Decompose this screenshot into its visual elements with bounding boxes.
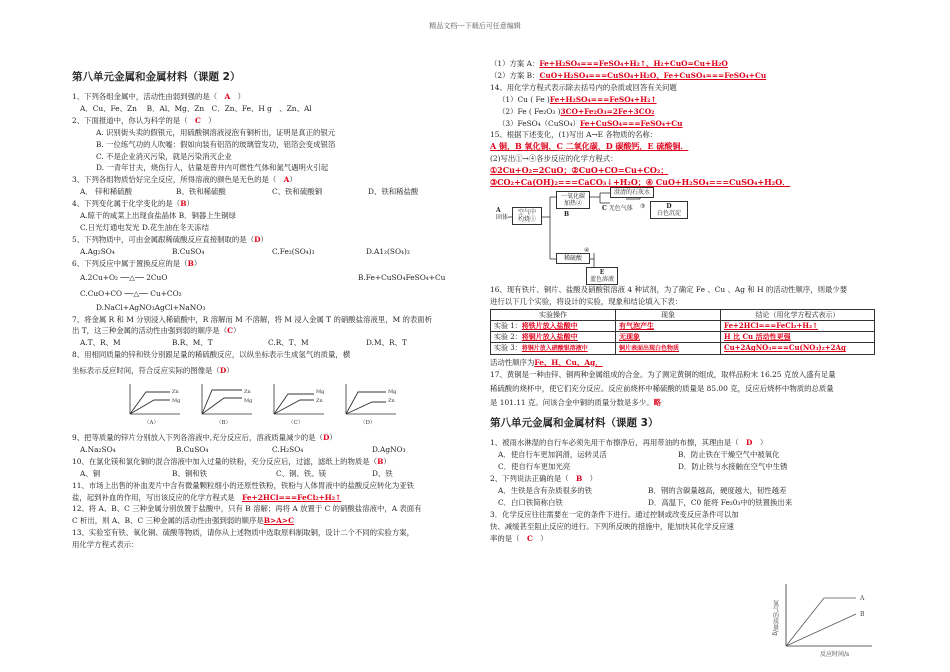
question-15-eq-3-4: ③CO₂+Ca(OH)₂===CaCO₃↓+H₂O；④ CuO+H₂SO₄===CuSO₄+H₂O． xyxy=(490,177,791,188)
flow-box-lime: 澄清的石灰水 xyxy=(610,187,654,198)
question-9: 9、把等质量的锌片分别放入下列各溶液中,充分反应后，溶液质量减少的是（D） xyxy=(72,433,337,443)
question-14-2: （2）Fe ( Fe₂O₃ )3CO+Fe₂O₃=2Fe+3CO₂ xyxy=(498,106,655,116)
question-2-option-c: C. 不是企业消灭污染，就是污染消灭企业 xyxy=(96,151,232,161)
question-11-line-1: 11、市场上出售的补血麦片中含有微量颗粒细小的还原性铁粉，铁粉与人体胃液中的盐酸反应转化为亚铁 xyxy=(72,480,414,490)
q8-graph-label: （B） xyxy=(216,420,232,427)
question-15: 15、根据下述变化，(1)写出 A→E 各物质的名称： xyxy=(490,130,658,140)
q8-curve-label: Zn xyxy=(316,398,323,405)
question-14: 14、用化学方程式表示除去括号内的杂质或回答有关问题 xyxy=(490,82,677,92)
q8-curve xyxy=(274,400,314,414)
q8-graph-label: （A） xyxy=(144,420,159,427)
table-cell: 铜片表面出现白色物质 xyxy=(616,342,721,354)
plan-b: （2）方案 B：CuO+H₂SO₄===CuSO₄+H₂O、Fe+CuSO₄===FeSO₄+Cu xyxy=(490,70,767,80)
q8-curve-label: Mg xyxy=(388,389,397,396)
flow-label-a: A 固体 xyxy=(496,206,509,221)
q8-graph xyxy=(198,380,256,426)
question-16-line-2: 进行以下几个实验，将设计的实验，现象和结论填入下表： xyxy=(490,296,683,306)
question-7-options: A.T、R、M B.R、M、T C.R、T、M D.M、R、T xyxy=(80,338,407,348)
question-11-line-2: 盐，起到补血的作用，写出该反应的化学方程式是 Fe+2HCl===FeCl₂+H₂↑ xyxy=(72,492,342,502)
question-14-3: （3）FeSO₄（CuSO₄）Fe+CuSO₄===FeSO₄+Cu xyxy=(498,118,683,128)
question-6-ab: A.2Cu+O₂ ──△── 2CuO B.Fe+CuSO₄FeSO₄+Cu xyxy=(80,272,446,282)
p3-question-2-ab: A．生铁是含有杂质很多的铁 B．钢的含碳量越高，硬度越大，韧性越差 xyxy=(498,486,787,496)
question-6-d: D.NaCl+AgNO₃AgCl+NaNO₃ xyxy=(96,302,206,312)
question-3: 3、下列各组物质恰好完全反应，所得溶液的颜色是无色的是（ A） xyxy=(72,175,297,185)
flow-label-step4: ④ xyxy=(584,246,590,254)
question-1: 1、下列各组金属中，活动性由弱到强的是（ A ） xyxy=(72,92,246,101)
p3-question-1-cd: C．使自行车更加光亮 D．防止铁与水接触在空气中生锈 xyxy=(498,462,788,472)
p3-question-1: 1、被雨水淋湿的自行车必须先用干布擦净后，再用带油的布擦，其理由是（ D ） xyxy=(490,438,768,448)
experiment-table xyxy=(490,309,875,355)
p3-question-3-line-2: 快、减缓甚至阻止反应的进行。下列所反映的措施中，能加快其化学反应速 xyxy=(490,521,734,531)
table-cell: 实验 2：将铜片放入盐酸中 xyxy=(491,331,616,342)
p3-question-3-line-1: 3．化学反应往往需要在一定的条件下进行。通过控制或改变反应条件可以加 xyxy=(490,509,739,519)
question-17-line-3: 是 101.11 克。问该合金中铜的质量分数是多少。略 xyxy=(490,397,661,407)
table-cell: 有气泡产生 xyxy=(616,320,721,331)
table-cell: Cu+2AgNO₃===Cu(NO₃)₂+2Ag xyxy=(721,342,875,354)
rate-graph-ylabel: 氢气的质量/g xyxy=(772,600,779,636)
table-header-cell: 实验操作 xyxy=(491,309,616,320)
hydrogen-rate-graph xyxy=(772,580,882,658)
table-cell: H 比 Cu 活动性更强 xyxy=(721,331,875,342)
activity-order: 活动性顺序为Fe、H、Cu、Ag． xyxy=(490,357,603,367)
q8-curve xyxy=(346,392,386,414)
q8-graph-label: （D） xyxy=(360,420,376,427)
q8-graph xyxy=(342,380,400,426)
question-5-options: A.Ag₂SO₄ B.CuSO₄ C.Fe₂(SO₄)₃ D.A1₂(SO₄)₃ xyxy=(80,246,410,256)
q8-curve-label: Mg xyxy=(244,398,253,405)
right-column xyxy=(490,58,885,545)
question-10-options: A、铜 B、铜和铁 C、铜、铁、镁 D、铁 xyxy=(80,468,393,478)
question-8-line-2: 坐标表示反应时间，符合反应实际的图像是（D） xyxy=(72,366,234,376)
question-4-line-2: C.日光灯通电发光 D.花生油在冬天冻结 xyxy=(80,222,209,232)
question-2-option-b: B. 一位练气功的人吹嘘：假如向装有铝箔的玻璃管发功，铝箔会变成银箔 xyxy=(96,139,336,149)
table-row xyxy=(491,320,875,331)
question-13-line-1: 13、实验室有铁、氧化铜、硫酸等物质，请你从上述物质中选取原料制取铜，设计二个不同的实验方案， xyxy=(72,528,414,538)
table-cell: 实验 3：将铜片放入硝酸银溶液中 xyxy=(491,342,616,354)
table-cell: 实验 1：将铁片放入盐酸中 xyxy=(491,320,616,331)
table-header-cell: 结论（用化学方程式表示） xyxy=(721,309,875,320)
table-row xyxy=(491,331,875,342)
question-15-sub: (2)写出①→④各步反应的化学方程式： xyxy=(490,154,618,164)
p3-question-2-cd: C．白口铁简称白铁 D．高温下，C0 能将 Fe₂0₃中的铁置换出来 xyxy=(498,497,793,507)
question-8-line-1: 8、用相同质量的锌和铁分别跟足量的稀硫酸反应，以纵坐标表示生成氢气的质量，横 xyxy=(72,350,351,360)
q8-curve xyxy=(130,400,170,414)
question-16-line-1: 16、现有铁片、铜片、盐酸及硝酸银溶液 4 种试剂，为了确定 Fe 、Cu 、Ag 和 H 的活动性顺序，则最少要 xyxy=(490,284,848,294)
question-7-line-1: 7、将金属 R 和 M 分别浸入稀硫酸中，R 溶解而 M 不溶解，将 M 浸入金属 T 的硝酸盐溶液里，M 的表面析 xyxy=(72,314,433,324)
rate-graph-xlabel: 反应时间/s xyxy=(820,651,850,658)
table-header-row xyxy=(491,309,875,320)
question-15-eq-1-2: ①2Cu+O₂=2CuO；②CuO+CO=Cu+CO₂； xyxy=(490,165,669,176)
flow-box-d: D 白色沉淀 xyxy=(650,201,688,219)
flow-box-acid: 稀硫酸 xyxy=(556,253,590,264)
question-2-option-a: A. 识别街头卖的假银元，用硫酸铜溶液浸泡有铜析出，证明是真正的银元 xyxy=(96,127,336,137)
question-4-line-1: A.晾干的咸菜上出现食盐晶体 B．铜器上生铜绿 xyxy=(80,211,236,221)
section-title-2: 第八单元金属和金属材料（课题 2） xyxy=(72,71,241,83)
p3-question-1-ab: A．使自行车更加润滑，运转灵活 B．防止铁在干燥空气中被氧化 xyxy=(498,450,780,460)
question-6-c: C.CuO+CO ──△── Cu+CO₂ xyxy=(80,288,182,298)
question-12-line-2: C 析出，则 A、B、C 三种金属的活动性由强到弱的顺序是B>A>C xyxy=(72,516,294,526)
q8-graph xyxy=(126,380,184,426)
q8-curve-label: Zn xyxy=(244,389,251,396)
page-header: 精品文档---下载后可任意编辑 xyxy=(429,22,521,30)
section-title-3: 第八单元金属和金属材料（课题 3） xyxy=(490,417,659,430)
question-3-options: A． 锌和稀硫酸 B、铁和稀硫酸 C、铁和硫酸铜 D、铁和稀盐酸 xyxy=(80,187,419,197)
flow-box-air: 空气中 灼烧① xyxy=(512,207,542,225)
question-2-option-d: D. 一青年甘夫，烧伤行人，估量是曾井内可燃性气体和氮气遇明火引起 xyxy=(96,163,329,173)
reaction-flow-diagram xyxy=(490,189,885,284)
question-9-options: A.Na₂SO₄ B.CuSO₄ C.H₂SO₄ D.AgNO₃ xyxy=(80,444,406,454)
rate-graph-label-b: B xyxy=(860,611,865,618)
flow-label-b: B xyxy=(564,210,570,218)
q8-curve-label: Mg xyxy=(172,398,181,405)
q8-curve xyxy=(202,390,242,414)
question-10: 10、在氯化镁和氯化铜的混合溶液中加入过量的铁粉，充分反应后，过滤，滤纸上的物质是（B） xyxy=(72,456,391,466)
question-7-line-2: 出 T，这三种金属的活动性由强到弱的顺序是（C） xyxy=(72,326,241,336)
question-8-graphs xyxy=(72,380,472,426)
question-17-line-1: 17、黄铜是一种由锌、铜两种金属组成的合金。为了测定黄铜的组成，取样品粉末 16.25 克放入盛有足量 xyxy=(490,369,836,379)
table-cell: 无现象 xyxy=(616,331,721,342)
question-13-line-2: 用化学方程式表示： xyxy=(72,540,139,550)
question-5: 5、下列物质中，可由金属跟稀硫酸反应直接制取的是（D） xyxy=(72,234,268,244)
rate-graph-label-a: A xyxy=(860,595,865,602)
question-4: 4、下列变化属于化学变化的是（B） xyxy=(72,199,194,209)
plan-a: （1）方案 A：Fe+H₂SO₄===FeSO₄+H₂↑、H₂+CuO=Cu+H₂O xyxy=(490,59,728,68)
table-row xyxy=(491,342,875,354)
left-column xyxy=(72,66,472,551)
table-cell: Fe+2HCl===FeCl₂+H₂↑ xyxy=(721,320,875,331)
q8-graph-label: （C） xyxy=(288,420,304,427)
question-15-names: A 铜，B 氧化铜，C 二氧化碳，D 碳酸钙，E 硫酸铜． xyxy=(490,141,689,152)
q8-graph xyxy=(270,380,328,426)
question-12-line-1: 12、将 A、B、C 三种金属分别放置于盐酸中，只有 B 溶解；再将 A 放置于 C 的硝酸盐溶液中，A 表面有 xyxy=(72,504,422,514)
q8-curve-label: Zn xyxy=(172,389,179,396)
flow-box-co: 一氧化碳 加热② xyxy=(556,191,590,209)
flow-box-e: E 蓝色溶液 xyxy=(586,267,618,285)
flow-label-step3: ③ xyxy=(640,202,646,210)
q8-curve-label: Zn xyxy=(388,398,395,405)
question-2: 2、下面报道中，你认为科学的是（ C ） xyxy=(72,115,216,125)
q8-curve-label: Mg xyxy=(316,389,325,396)
p3-question-2: 2、下列说法正确的是（ B ） xyxy=(490,474,598,484)
p3-question-3-line-3: 率的是（ C ） xyxy=(490,533,548,543)
table-header-cell: 现象 xyxy=(616,309,721,320)
question-17-line-2: 稀硫酸的烧杯中，使它们充分反应。反应前烧杯中稀硫酸的质量是 85.00 克，反应后烧杯中物质的总质量 xyxy=(490,383,834,393)
question-6: 6、下列反应中属于置换反应的是（B） xyxy=(72,258,202,268)
flow-label-c: C 无色气体 xyxy=(602,204,633,212)
question-14-1: （1）Cu ( Fe )Fe+H₂SO₄===FeSO₄+H₂↑ xyxy=(498,94,657,104)
question-1-options: A．Cu、Fe、Zn B．Al、Mg、Zn C．Zn、Fe、H g 、Zn、Al xyxy=(80,103,312,113)
